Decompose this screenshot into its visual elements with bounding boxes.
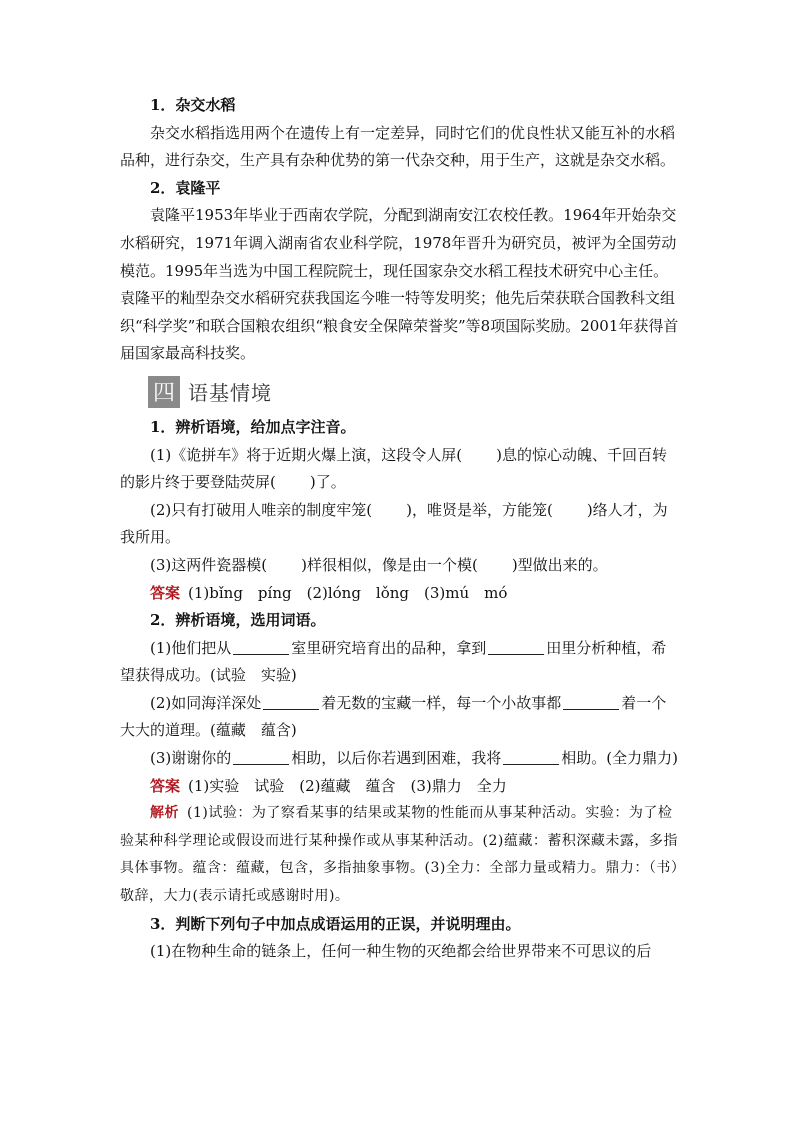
question-2-heading: 2．辨析语境，选用词语。 — [150, 611, 326, 630]
question-1-heading: 1．辨析语境，给加点字注音。 — [150, 417, 356, 436]
question-3-item-1: (1)在物种生命的链条上，任何一种生物的灭绝都会给世界带来不可思议的后 — [150, 942, 652, 961]
explanation-label: 解析 — [150, 805, 179, 822]
answer-label: 答案 — [150, 776, 181, 795]
paragraph-yuan-longping: 袁隆平1953年毕业于西南农学院，分配到湖南安江农校任教。1964年开始杂交水稻研究，1971年调入湖南省农业科学院，1978年晋升为研究员，被评为全国劳动模范。1995年当选为中国工程院院士，现任国家杂交水稻工程技术研究中心主任。袁隆平的籼型杂交水稻研究获我国迄今唯一特等发明奖；他先后荣获联合国教科文组织“科学奖”和联合国粮农组织“粮食安全保障荣誉奖”等8项国际奖励。2001年获得首届国家最高科技奖。 — [120, 206, 679, 363]
question-2-answer: 答案 (1)实验 试验 (2)蕴藏 蕴含 (3)鼎力 全力 — [150, 776, 507, 795]
section-title: 语基情境 — [188, 381, 272, 406]
answer-blank — [563, 695, 619, 710]
answer-blank — [263, 695, 319, 710]
document-page — [120, 92, 680, 966]
answer-blank — [503, 750, 559, 765]
answer-label: 答案 — [150, 583, 181, 602]
question-1-item-3: (3)这两件瓷器模( )样很相似，像是由一个模( )型做出来的。 — [150, 555, 608, 574]
question-2-item-1: (1)他们把从 室里研究培育出的品种，拿到 田里分析种植，希望获得成功。(试验 实验) — [120, 638, 667, 685]
question-2-explanation: 解析 (1)试验：为了察看某事的结果或某物的性能而从事某种活动。实验：为了检验某种科学理论或假设而进行某种操作或从事某种活动。(2)蕴藏：蓄积深藏未露，多指具体事物。蕴含：蕴藏，包含，多指抽象事物。(3)全力：全部力量或精力。鼎力：（书）敬辞，大力(表示请托或感谢时用)。 — [120, 805, 679, 905]
heading-yuan-longping: 2．袁隆平 — [150, 178, 221, 197]
question-3-heading: 3．判断下列句子中加点成语运用的正误，并说明理由。 — [150, 914, 521, 933]
question-2-item-3: (3)谢谢你的 相助，以后你若遇到困难，我将 相助。(全力鼎力) — [150, 749, 678, 768]
answer-blank — [233, 640, 289, 655]
paragraph-hybrid-rice: 杂交水稻指选用两个在遗传上有一定差异，同时它们的优良性状又能互补的水稻品种，进行杂交，生产具有杂种优势的第一代杂交种，用于生产，这就是杂交水稻。 — [120, 123, 676, 170]
question-2-item-2: (2)如同海洋深处 着无数的宝藏一样，每一个小故事都 着一个大大的道理。(蕴藏 蕴含) — [120, 693, 667, 740]
question-1-answer: 答案 (1)bǐng píng (2)lóng lǒng (3)mú mó — [150, 583, 508, 602]
section-number-badge: 四 — [148, 376, 180, 408]
heading-hybrid-rice: 1．杂交水稻 — [150, 96, 236, 114]
section-header — [148, 374, 680, 410]
question-1-item-2: (2)只有打破用人唯亲的制度牢笼( )，唯贤是举，方能笼( )络人才，为我所用。 — [120, 500, 668, 547]
question-1-item-1: (1)《诡拼车》将于近期火爆上演，这段令人屏( )息的惊心动魄、千回百转的影片终于要登陆荧屏( )了。 — [120, 445, 667, 492]
answer-blank — [233, 750, 289, 765]
answer-blank — [488, 640, 544, 655]
